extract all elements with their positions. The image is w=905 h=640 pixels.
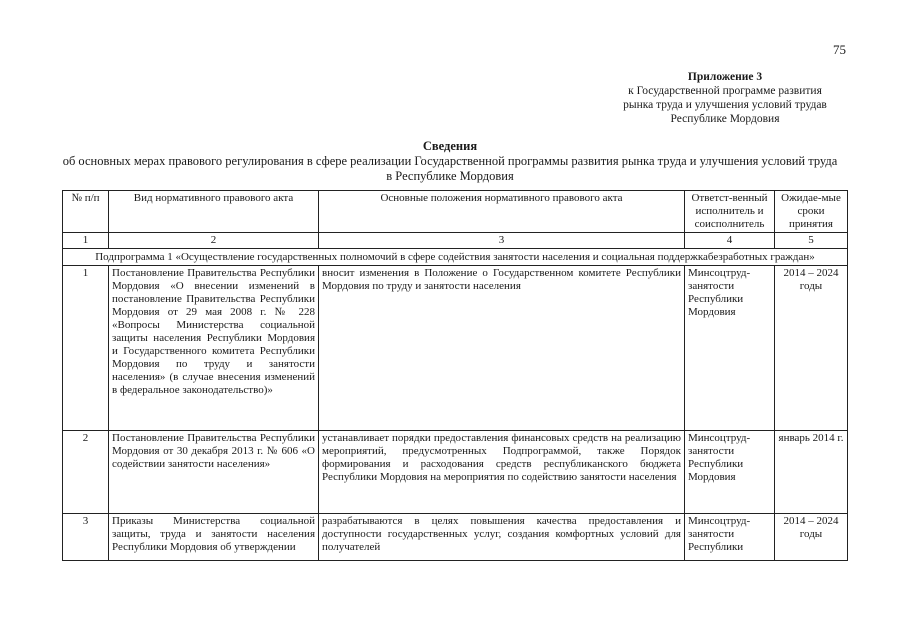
column-index: 2 — [109, 233, 319, 249]
table-row — [63, 266, 848, 431]
subprogram-row — [63, 249, 848, 266]
row-act: Приказы Министерства социальной защиты, труда и занятости населения Республики Мордовия об утверждении — [109, 514, 319, 561]
row-deadline: 2014 – 2024 годы — [775, 514, 848, 561]
appendix-line: к Государственной программе развития — [628, 85, 822, 97]
column-index: 5 — [775, 233, 848, 249]
row-provisions: устанавливает порядки предоставления финансовых средств на реализацию мероприятий, предусмотренных Подпрограммой, также Порядок формирования и расходования средств республиканского бюджета Республики Мордовия на мероприятия по содействию занятости населения — [319, 431, 685, 514]
row-act: Постановление Правительства Республики Мордовия «О внесении изменений в постановление Правительства Республики Мордовия от 29 мая 2008 г. № 228 «Вопросы Министерства социальной защиты населения Республики Мордовия и Государственного комитета Республики Мордовия по труду и занятости населения» (в случае внесения изменений в федеральное законодательство)» — [109, 266, 319, 431]
document-title: Сведения — [422, 139, 478, 153]
header-responsible: Ответст-венный исполнитель и соисполнитель — [685, 191, 775, 233]
document-heading — [60, 139, 840, 184]
appendix-title: Приложение 3 — [687, 71, 763, 83]
row-deadline: 2014 – 2024 годы — [775, 266, 848, 431]
row-responsible: Минсоцтруд-занятости Республики Мордовия — [685, 431, 775, 514]
appendix-line: рынка труда и улучшения условий трудав — [623, 99, 827, 111]
subprogram-title: Подпрограмма 1 «Осуществление государственных полномочий в сфере содействия занятости населения и социальная поддержкабезработных граждан» — [63, 249, 848, 266]
row-responsible: Минсоцтруд-занятости Республики — [685, 514, 775, 561]
column-index: 3 — [319, 233, 685, 249]
header-deadline: Ожидае-мые сроки принятия — [775, 191, 848, 233]
table-header-row — [63, 191, 848, 233]
column-index-row — [63, 233, 848, 249]
row-provisions: разрабатываются в целях повышения качества предоставления и доступности государственных услуг, создания комфортных условий для получателей — [319, 514, 685, 561]
row-number: 1 — [63, 266, 109, 431]
row-responsible: Минсоцтруд-занятости Республики Мордовия — [685, 266, 775, 431]
appendix-line: Республике Мордовия — [670, 113, 780, 125]
column-index: 1 — [63, 233, 109, 249]
document-subtitle: об основных мерах правового регулирования в сфере реализации Государственной программы развития рынка труда и улучшения условий труда в Республике Мордовия — [62, 154, 838, 183]
page-number: 75 — [833, 42, 846, 57]
measures-table — [62, 190, 848, 561]
row-number: 2 — [63, 431, 109, 514]
table-row — [63, 514, 848, 561]
column-index: 4 — [685, 233, 775, 249]
row-provisions: вносит изменения в Положение о Государственном комитете Республики Мордовия по труду и занятости населения — [319, 266, 685, 431]
header-act-type: Вид нормативного правового акта — [109, 191, 319, 233]
row-number: 3 — [63, 514, 109, 561]
header-number: № п/п — [63, 191, 109, 233]
header-provisions: Основные положения нормативного правового акта — [319, 191, 685, 233]
row-act: Постановление Правительства Республики Мордовия от 30 декабря 2013 г. № 606 «О содействии занятости населения» — [109, 431, 319, 514]
appendix-block — [560, 70, 890, 126]
row-deadline: январь 2014 г. — [775, 431, 848, 514]
table-row — [63, 431, 848, 514]
